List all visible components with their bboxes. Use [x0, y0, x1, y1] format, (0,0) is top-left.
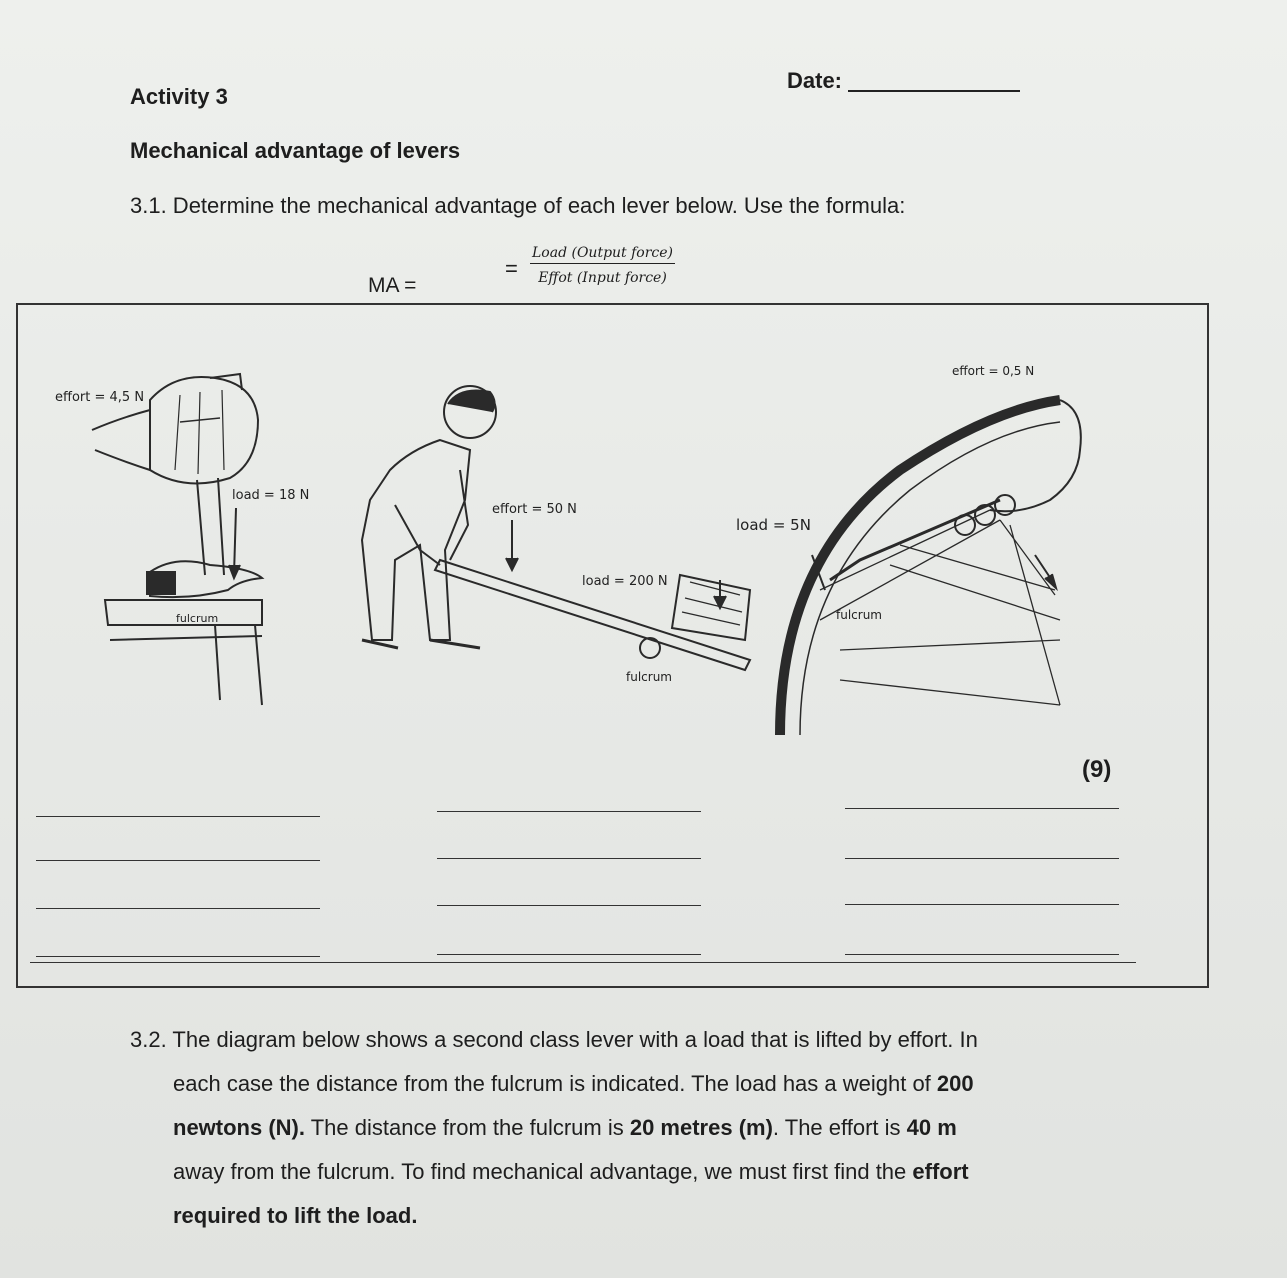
formula-lhs: MA = [368, 274, 417, 297]
q2-line5: required to lift the load. [173, 1203, 418, 1228]
answer-line[interactable] [437, 858, 701, 859]
formula-equals: = [505, 256, 518, 281]
box-bottom-line [30, 962, 1136, 963]
q2-line3: The distance from the fulcrum is [305, 1115, 630, 1140]
hammer-fulcrum-label: fulcrum [176, 612, 219, 625]
plank-effort-label: effort = 50 N [492, 502, 577, 517]
q2-line2-bold: 200 [936, 1071, 974, 1096]
hammer-effort-label: effort = 4,5 N [55, 390, 145, 405]
date-label: Date: [787, 68, 843, 93]
q2-line1-wrap [130, 1027, 978, 1052]
hammer-load-label: load = 18 N [232, 488, 310, 503]
answer-line[interactable] [36, 860, 320, 861]
wheel-effort-label: effort = 0,5 N [952, 364, 1035, 378]
q2-line4-wrap [130, 1150, 1130, 1194]
q2-line4-bold: effort [912, 1159, 969, 1184]
wheel-fulcrum-label: fulcrum [836, 608, 882, 622]
answer-line[interactable] [437, 905, 701, 906]
wheel-load-label: load = 5N [736, 516, 811, 534]
answer-line[interactable] [845, 808, 1119, 809]
formula-denominator: Effot (Input force) [538, 270, 667, 286]
q2-line3-bold-b: 20 metres (m) [629, 1115, 773, 1140]
q2-line2: each case the distance from the fulcrum is indicated. The load has a weight of [173, 1071, 931, 1096]
answer-line[interactable] [36, 816, 320, 817]
answer-line[interactable] [845, 954, 1119, 955]
answer-line[interactable] [845, 904, 1119, 905]
formula-numerator: Load (Output force) [530, 245, 675, 264]
marks-total: (9) [1082, 756, 1112, 783]
wheel-lever-drawing [780, 400, 1081, 735]
q2-line3-wrap [130, 1106, 1130, 1150]
answer-line[interactable] [36, 908, 320, 909]
answer-line[interactable] [845, 858, 1119, 859]
q2-line3-bold-c: 40 m [906, 1115, 957, 1140]
q2-line4: away from the fulcrum. To find mechanical advantage, we must first find the [173, 1159, 907, 1184]
answer-line[interactable] [437, 954, 701, 955]
section-subtitle: Mechanical advantage of levers [130, 138, 461, 163]
q2-line1: The diagram below shows a second class lever with a load that is lifted by effort. In [172, 1027, 978, 1052]
q2-line2-wrap [130, 1062, 1130, 1106]
answer-line[interactable] [36, 956, 320, 957]
question-3-1-text: 3.1. Determine the mechanical advantage of each lever below. Use the formula: [130, 193, 906, 218]
q2-number: 3.2. [130, 1027, 167, 1052]
plank-lever-drawing [362, 386, 750, 670]
plank-load-label: load = 200 N [582, 574, 668, 589]
q2-line3-end: . The effort is [772, 1115, 907, 1140]
hammer-lever-drawing [92, 374, 262, 705]
activity-title: Activity 3 [130, 84, 228, 109]
plank-fulcrum-label: fulcrum [626, 670, 672, 684]
q2-line3-bold-a: newtons (N). [173, 1115, 305, 1140]
question-3-2 [130, 1018, 1130, 1238]
answer-line[interactable] [437, 811, 701, 812]
